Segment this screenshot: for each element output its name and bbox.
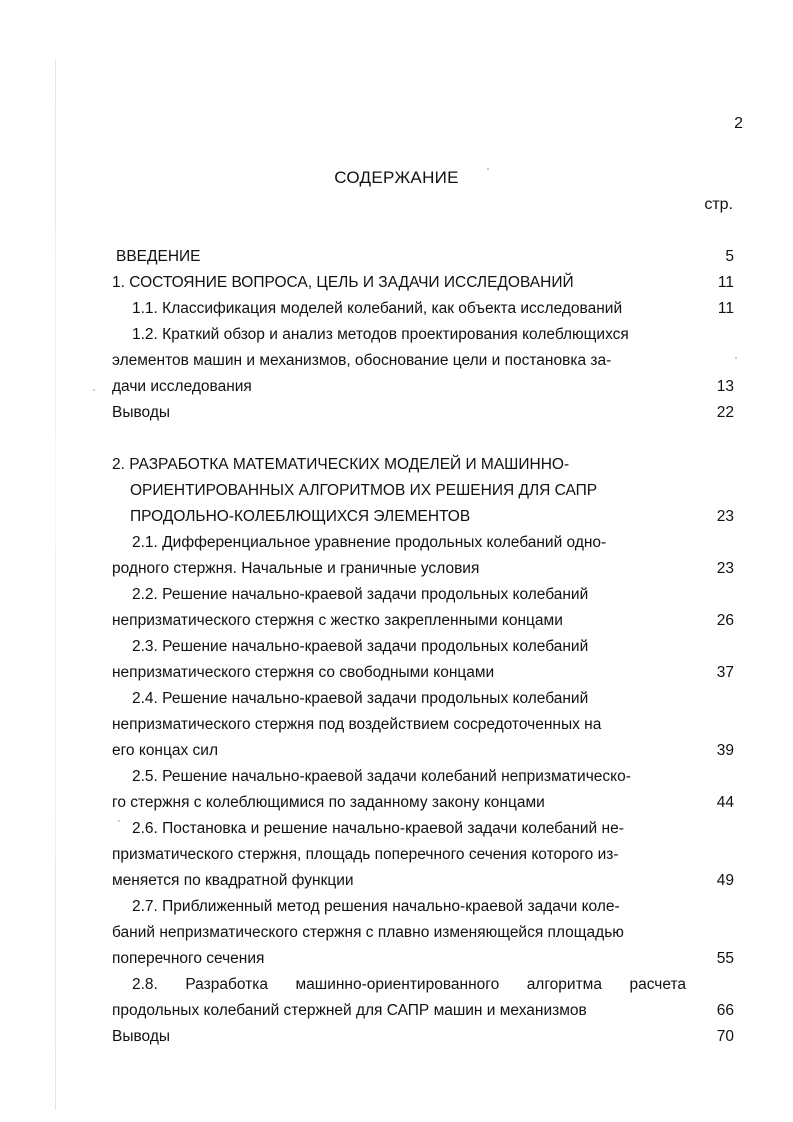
toc-entry-text: Выводы: [112, 404, 171, 421]
toc-title: СОДЕРЖАНИЕ: [334, 168, 459, 187]
toc-entry-text: 2.2. Решение начально-краевой задачи продольных колебаний: [132, 586, 589, 603]
toc-page-number: 26: [716, 612, 734, 629]
toc-page-number: 70: [716, 1028, 734, 1045]
toc-entry-section-2-1: [112, 530, 734, 582]
toc-entry-text: родного стержня. Начальные и граничные условия: [112, 560, 480, 577]
toc-entry-text: 2.4. Решение начально-краевой задачи продольных колебаний: [132, 690, 589, 707]
page-number: 2: [734, 115, 743, 132]
toc-entry-section-2-6: [112, 816, 734, 894]
toc-entry-text: го стержня с колеблющимися по заданному закону концами: [112, 794, 545, 811]
toc-page-number: 49: [716, 872, 734, 889]
toc-entry-text: ОРИЕНТИРОВАННЫХ АЛГОРИТМОВ ИХ РЕШЕНИЯ ДЛЯ САПР: [130, 482, 598, 499]
toc-entry-text: ПРОДОЛЬНО-КОЛЕБЛЮЩИХСЯ ЭЛЕМЕНТОВ: [130, 508, 471, 525]
toc-entry-chapter-2: [112, 452, 734, 530]
toc-page-number: 11: [717, 300, 734, 317]
toc-page-number: 11: [717, 274, 734, 291]
toc-entry-text: меняется по квадратной функции: [112, 872, 354, 889]
toc-page-number: 66: [716, 1002, 734, 1019]
toc-entry-text: 2.5. Решение начально-краевой задачи колебаний непризматическо-: [132, 768, 631, 785]
toc-entry-section-2-8: [112, 972, 734, 1024]
toc-page-number: 44: [716, 794, 734, 811]
toc-page-number: 23: [716, 508, 734, 525]
toc-entry-text: 2. РАЗРАБОТКА МАТЕМАТИЧЕСКИХ МОДЕЛЕЙ И МАШИННО-: [112, 456, 570, 473]
toc-entry-text: непризматического стержня под воздействием сосредоточенных на: [112, 716, 602, 733]
toc-entry-section-2-7: [112, 894, 734, 972]
toc-entry-text: ВВЕДЕНИЕ: [116, 248, 201, 265]
toc-entry-section-2-2: [112, 582, 734, 634]
toc-entry-text: Выводы: [112, 1028, 171, 1045]
toc-page-number: 37: [716, 664, 734, 681]
toc-entry-text: 1.1. Классификация моделей колебаний, как объекта исследований: [132, 300, 623, 317]
page-column-label: стр.: [704, 196, 733, 213]
toc-page-number: 5: [725, 248, 734, 265]
toc-entry-introduction: [112, 244, 734, 270]
toc-entry-text: дачи исследования: [112, 378, 252, 395]
toc-entry-section-2-4: [112, 686, 734, 764]
toc-entry-conclusions-1: [112, 400, 734, 426]
toc-entry-text: элементов машин и механизмов, обоснование цели и постановка за-: [112, 352, 612, 369]
toc-entry-text: его концах сил: [112, 742, 219, 759]
toc-entry-conclusions-2: [112, 1024, 734, 1050]
toc-page-number: 55: [716, 950, 734, 967]
toc-entry-text: поперечного сечения: [112, 950, 265, 967]
toc-page-number: 23: [716, 560, 734, 577]
toc-entry-text: призматического стержня, площадь поперечного сечения которого из-: [112, 846, 619, 863]
toc-entry-text: 2.1. Дифференциальное уравнение продольных колебаний одно-: [132, 534, 607, 551]
toc-entry-section-2-5: [112, 764, 734, 816]
toc-entry-text: 2.6. Постановка и решение начально-краевой задачи колебаний не-: [132, 820, 624, 837]
toc-page-number: 22: [716, 404, 734, 421]
scan-speck: [93, 389, 95, 391]
toc-entry-text: 2.8. Разработка машинно-ориентированного алгоритма расчета: [132, 976, 686, 993]
toc-entry-text: 1. СОСТОЯНИЕ ВОПРОСА, ЦЕЛЬ И ЗАДАЧИ ИССЛЕДОВАНИЙ: [112, 274, 574, 291]
toc-entry-text: непризматического стержня с жестко закрепленными концами: [112, 612, 563, 629]
toc-entry-text: 2.3. Решение начально-краевой задачи продольных колебаний: [132, 638, 589, 655]
toc-spacer: [112, 426, 734, 452]
toc-entry-text: непризматического стержня со свободными концами: [112, 664, 495, 681]
toc-entry-text: 1.2. Краткий обзор и анализ методов проектирования колеблющихся: [132, 326, 629, 343]
toc-entry-section-1-1: [112, 296, 734, 322]
toc-entry-chapter-1: [112, 270, 734, 296]
toc-entry-text: баний непризматического стержня с плавно изменяющейся площадью: [112, 924, 624, 941]
toc-entry-section-2-3: [112, 634, 734, 686]
toc-entry-text: продольных колебаний стержней для САПР машин и механизмов: [112, 1002, 587, 1019]
toc-page-number: 13: [716, 378, 734, 395]
scan-speck: [735, 357, 737, 359]
table-of-contents: [112, 244, 734, 1050]
toc-entry-section-1-2: [112, 322, 734, 400]
toc-entry-text: 2.7. Приближенный метод решения начально-краевой задачи коле-: [132, 898, 620, 915]
toc-page-number: 39: [716, 742, 734, 759]
scan-edge-line: [55, 60, 56, 1110]
